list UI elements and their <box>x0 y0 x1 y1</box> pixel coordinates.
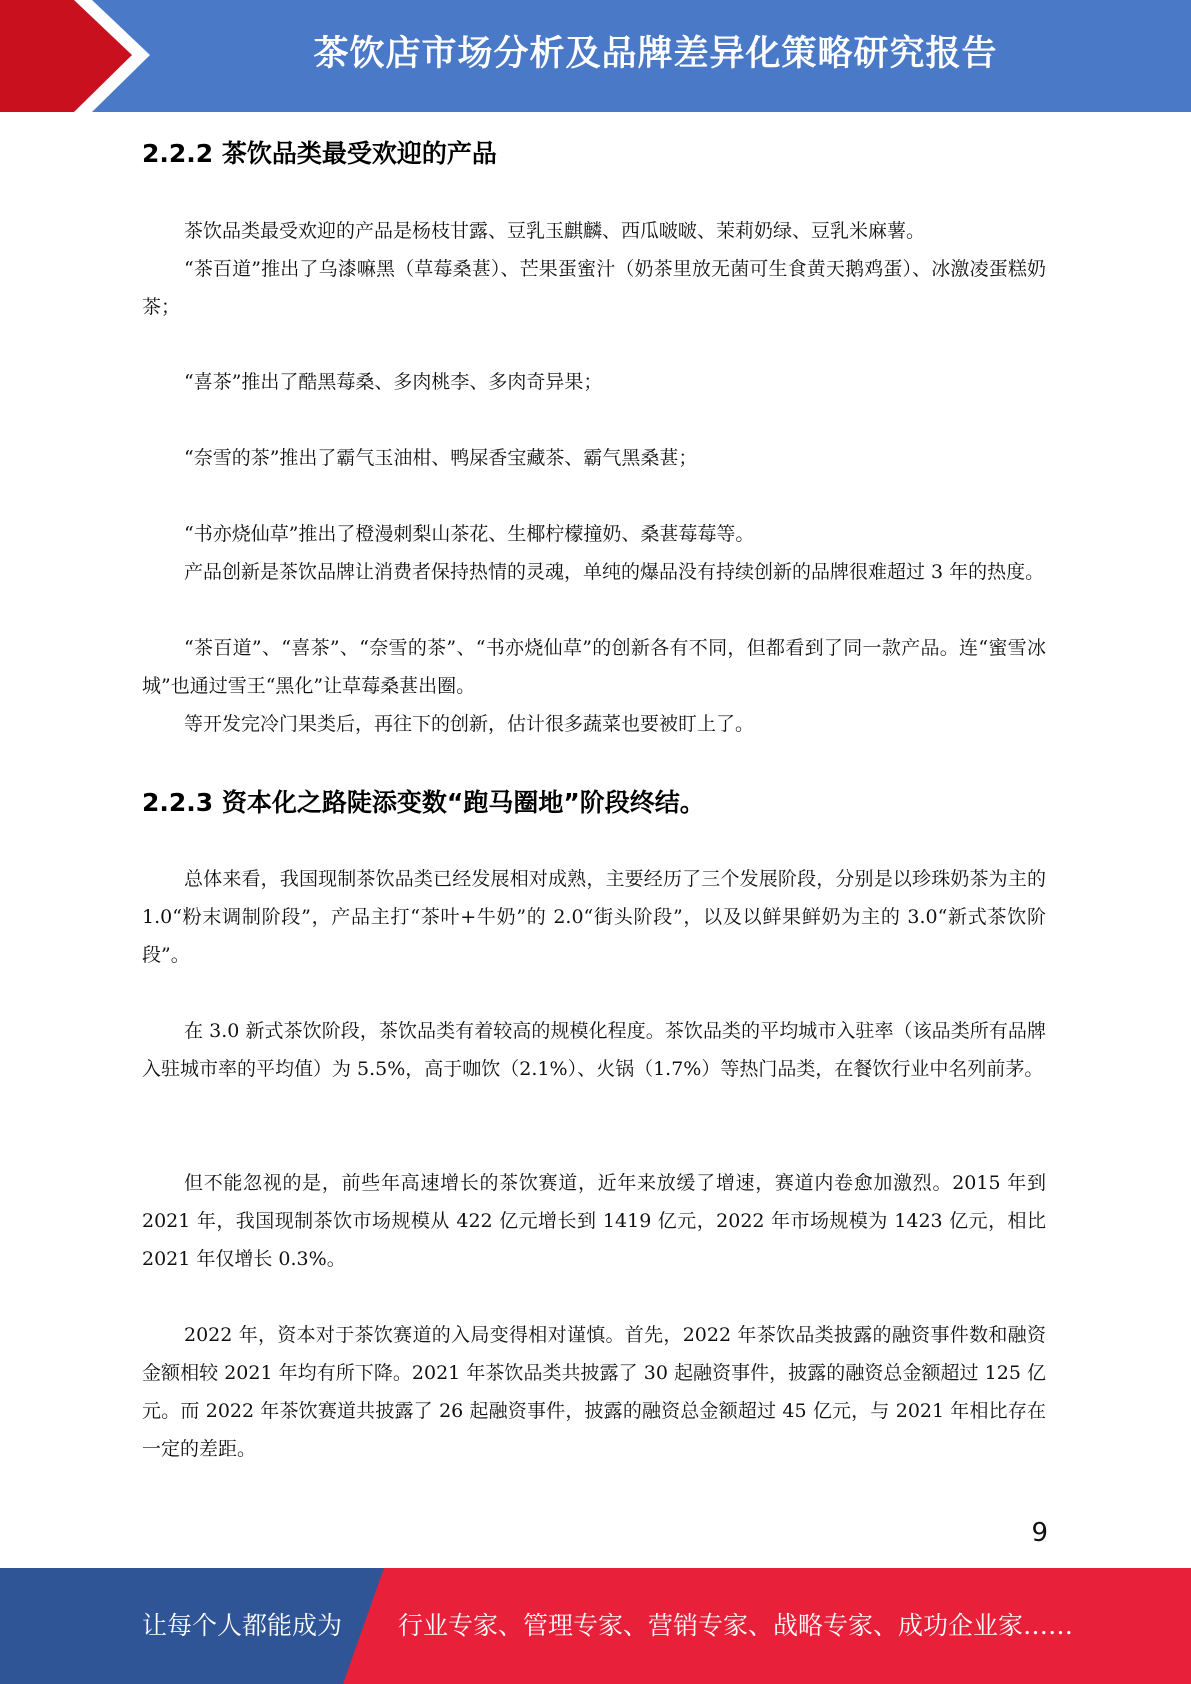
footer-slogan-left: 让每个人都能成为 <box>142 1611 343 1640</box>
paragraph: “书亦烧仙草”推出了橙漫刺梨山茶花、生椰柠檬撞奶、桑葚莓莓等。 <box>184 523 755 545</box>
paragraph: “奈雪的茶”推出了霸气玉油柑、鸭屎香宝藏茶、霸气黑桑葚； <box>184 447 698 469</box>
section-heading-2-2-3: 2.2.3 资本化之路陡添变数“跑马圈地”阶段终结。 <box>142 788 705 817</box>
paragraph: “茶百道”推出了乌漆嘛黑（草莓桑葚）、芒果蛋蜜汁（奶茶里放无菌可生食黄天鹅鸡蛋）、冰激凌蛋糕奶茶； <box>142 258 1046 318</box>
paragraph: 等开发完冷门果类后，再往下的创新，估计很多蔬菜也要被盯上了。 <box>184 713 755 735</box>
paragraph: “茶百道”、“喜茶”、“奈雪的茶”、“书亦烧仙草”的创新各有不同，但都看到了同一款产品。连“蜜雪冰城”也通过雪王“黑化”让草莓桑葚出圈。 <box>142 637 1046 697</box>
paragraph: “喜茶”推出了酷黑莓桑、多肉桃李、多肉奇异果； <box>184 371 603 393</box>
paragraph: 2022 年，资本对于茶饮赛道的入局变得相对谨慎。首先，2022 年茶饮品类披露的融资事件数和融资金额相较 2021 年均有所下降。2021 年茶饮品类共披露了 30 起融资事件，披露的融资总金额超过 125 亿元。而 2022 年茶饮赛道共披露了 26 起融资事件，披露的融资总金额超过 45 亿元，与 2021 年相比存在一定的差距。 <box>142 1324 1046 1460</box>
report-title: 茶饮店市场分析及品牌差异化策略研究报告 <box>313 34 998 74</box>
paragraph: 产品创新是茶饮品牌让消费者保持热情的灵魂，单纯的爆品没有持续创新的品牌很难超过 3 年的热度。 <box>184 561 1045 583</box>
footer-slogan-right: 行业专家、管理专家、营销专家、战略专家、成功企业家…… <box>398 1611 1074 1640</box>
paragraph: 茶饮品类最受欢迎的产品是杨枝甘露、豆乳玉麒麟、西瓜啵啵、茉莉奶绿、豆乳米麻薯。 <box>184 220 926 242</box>
paragraph: 总体来看，我国现制茶饮品类已经发展相对成熟，主要经历了三个发展阶段，分别是以珍珠奶茶为主的 1.0“粉末调制阶段”，产品主打“茶叶+牛奶”的 2.0“街头阶段”，以及以鲜果鲜奶为主的 3.0“新式茶饮阶段”。 <box>142 868 1046 966</box>
page-footer <box>0 1568 1191 1684</box>
page-number: 9 <box>1031 1518 1048 1548</box>
paragraph: 但不能忽视的是，前些年高速增长的茶饮赛道，近年来放缓了增速，赛道内卷愈加激烈。2015 年到 2021 年，我国现制茶饮市场规模从 422 亿元增长到 1419 亿元，2022 年市场规模为 1423 亿元，相比 2021 年仅增长 0.3%。 <box>142 1172 1046 1270</box>
page-header <box>0 0 1191 112</box>
paragraph: 在 3.0 新式茶饮阶段，茶饮品类有着较高的规模化程度。茶饮品类的平均城市入驻率（该品类所有品牌入驻城市率的平均值）为 5.5%，高于咖饮（2.1%）、火锅（1.7%）等热门品类，在餐饮行业中名列前茅。 <box>142 1020 1046 1080</box>
section-heading-2-2-2: 2.2.2 茶饮品类最受欢迎的产品 <box>142 139 497 168</box>
